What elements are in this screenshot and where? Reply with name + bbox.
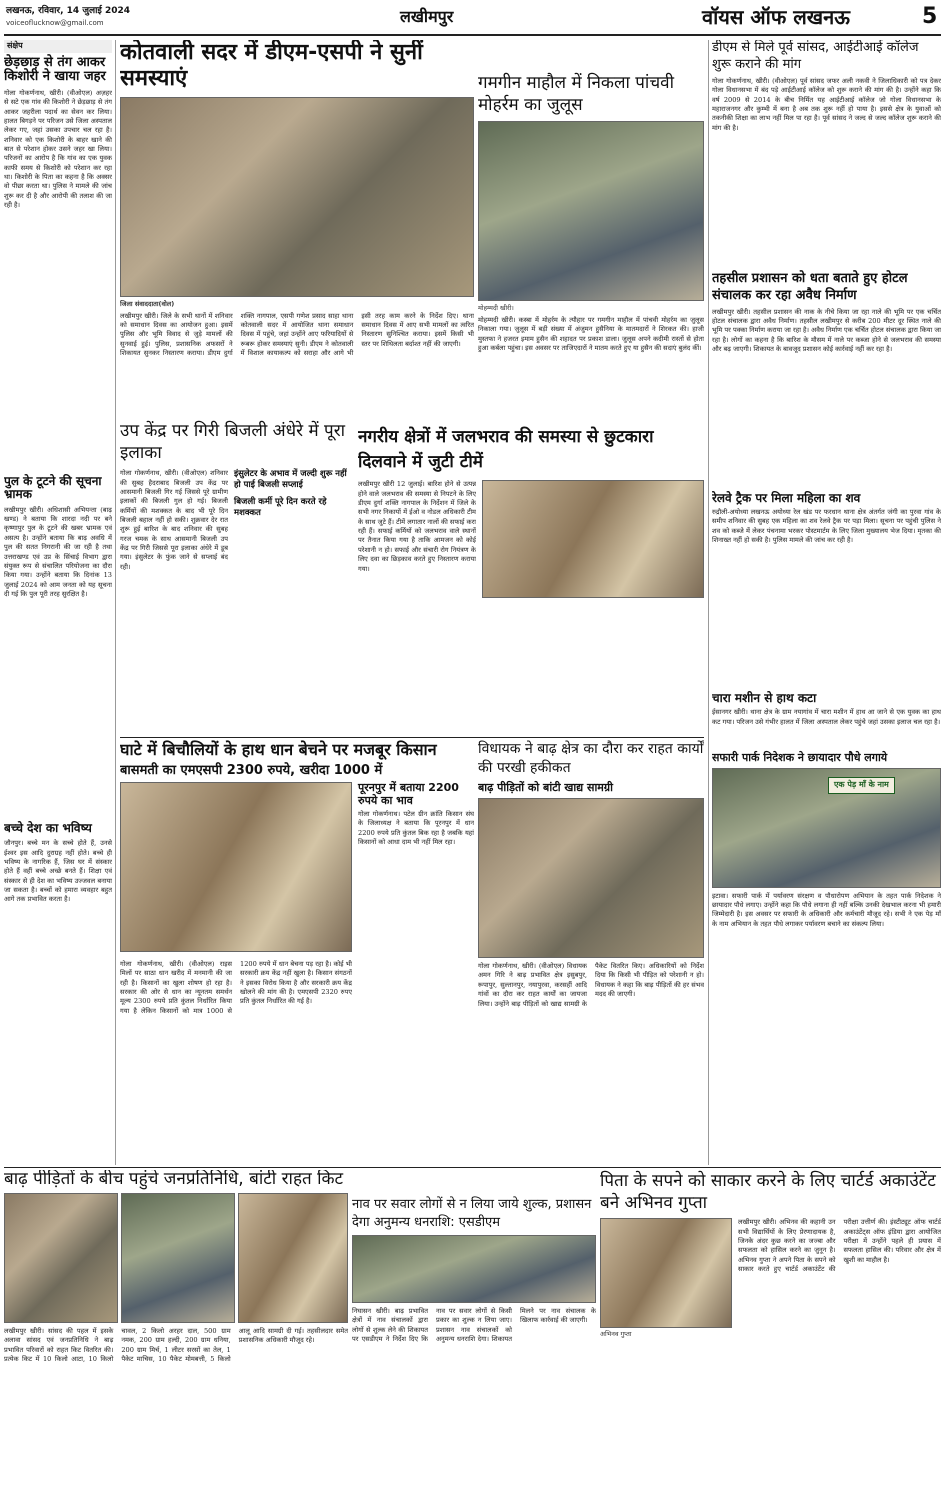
iti-body: गोला गोकर्णनाथ, खीरी। (वीओएल) पूर्व सांसद जफर अली नकवी ने जिलाधिकारी को पत्र देकर गोला विधानसभा में बंद पड़े आईटीआई कॉलेज को शुरू कराने की मांग की है। उन्होंने कहा कि वर्ष 2009 से 2014 के बीच निर्मित यह आईटीआई कॉलेज जो गोला विधानसभा के महाराजनगर और कुम्भी में बना है अब तक शुरू नहीं हो पाया है। इससे क्षेत्र के युवाओं को तकनीकी शिक्षा का लाभ नहीं मिल पा रहा है। पूर्व सांसद ने जल्द से जल्द कॉलेज शुरू कराने की मांग की है। xyxy=(712,76,941,132)
paddy-headline: घाटे में बिचौलियों के हाथ धान बेचने पर मजबूर किसान xyxy=(120,740,437,759)
muharram-body: मोहम्मदी खीरी। कस्बा में मोहर्रम के त्यौहार पर गमगीन माहौल में पांचवी मोहर्रम का जुलूस निकाला गया। जुलूस में बड़ी संख्या में अंजुमन हुसैनिया के मातमदारों ने शिरकत की। हाजी मुस्तफा ने हजरत इमाम हुसैन की शहादत पर प्रकाश डाला। जुलूस अपने कदीमी रास्तों से होता हुआ कर्बला पहुंचा। इस अवसर पर ताजिएदारों ने मातम करते हुए या हुसैन की सदाएं बुलंद कीं। xyxy=(478,315,704,353)
safari-photo xyxy=(712,768,941,888)
muharram-story xyxy=(478,72,704,422)
relief-photo-2 xyxy=(121,1193,235,1323)
waterlogging-photo xyxy=(482,480,704,598)
left-briefs xyxy=(4,40,112,1220)
purnpur-title: पूरनपुर में बताया 2200 रुपये का भाव xyxy=(358,781,459,807)
lead-photo xyxy=(120,97,474,297)
lead-story xyxy=(120,40,474,415)
relief-headline: बाढ़ पीड़ितों के बीच पहुंचे जनप्रतिनिधि, बांटी राहत किट xyxy=(4,1170,344,1189)
rail-headline: रेलवे ट्रैक पर मिला महिला का शव xyxy=(712,490,861,505)
masthead xyxy=(0,0,945,34)
relief-photo-3 xyxy=(238,1193,348,1323)
masthead-rule xyxy=(4,34,941,36)
muharram-headline: गमगीन माहौल में निकला पांचवी मोहर्रम का जुलूस xyxy=(478,73,674,116)
safari-banner: एक पेड़ माँ के नाम xyxy=(828,777,895,794)
ca-photo xyxy=(600,1218,732,1328)
lead-body: लखीमपुर खीरी। जिले के सभी थानों में शनिवार को समाधान दिवस का आयोजन हुआ। इसमें पुलिस और भूमि विवाद से जुड़े मामलों की सुनवाई हुई। पुलिस, प्रशासनिक अफसरों ने शिकायत सुनकर निस्तारण कराया। डीएम दुर्गा शक्ति नागपाल, एसपी गणेश प्रसाद साहा थाना कोतवाली सदर में आयोजित थाना समाधान दिवस में पहुंचे, जहां उन्होंने आए फरियादियों से रूबरू होकर समस्याएं सुनी। डीएम ने कोतवाली में विशाल कायाकल्प को सराहा और आगे भी इसी तरह काम करने के निर्देश दिए। थाना समाधान दिवस में आए सभी मामलों का त्वरित निस्तारण सुनिश्चित कराया। इसमें किसी भी स्तर पर शिथिलता बर्दाश्त नहीं की जाएगी। xyxy=(120,311,474,357)
muharram-photo xyxy=(478,121,704,301)
brief1-title: छेड़छाड़ से तंग आकर किशोरी ने खाया जहर xyxy=(4,54,106,85)
hotel-headline: तहसील प्रशासन को धता बताते हुए होटल संचालक कर रहा अवैध निर्माण xyxy=(712,270,908,303)
brief3-title: बच्चे देश का भविष्य xyxy=(4,820,92,835)
chara-body: ईसानगर खीरी। थाना क्षेत्र के ग्राम नयागांव में चारा मशीन में हाथ आ जाने से एक युवक का हाथ कट गया। परिजन उसे गंभीर हालत में जिला अस्पताल लेकर पहुंचे जहां उसका इलाज चल रहा है। xyxy=(712,708,941,726)
brief2-body: लखीमपुर खीरी। अधिशासी अभियन्ता (बाढ़ खण्ड) ने बताया कि शारदा नदी पर बने कृष्णापुर पुल के टूटने की खबर भ्रामक एवं असत्य है। उन्होंने बताया कि बाढ़ अवधि में पुल की सतत निगरानी की जा रही है तथा उत्तराखण्ड एवं उप्र के सिंचाई विभाग द्वारा संयुक्त रूप से संचालित परियोजना का दौरा किया गया। उन्होंने बताया कि दिनांक 13 जुलाई 2024 को आम जनता को यह सूचना दी गई कि पुल पूरी तरह सुरक्षित है। xyxy=(4,505,112,598)
lead-headline: कोतवाली सदर में डीएम-एसपी ने सुनीं समस्याएं xyxy=(120,40,423,92)
waterlogging-story xyxy=(358,425,704,735)
right-column xyxy=(712,40,941,1165)
purnpur-body: गोला गोकर्णनाथ। पटेल ग्रीन क्रांति किसान संघ के जिलाध्यक्ष ने बताया कि पूरनपुर में धान 2200 रुपये प्रति कुंतल बिक रहा है जबकि यहां किसानों को आधा दाम भी नहीं मिल रहा। xyxy=(358,809,474,847)
paddy-body: गोला गोकर्णनाथ, खीरी। (वीओएल) राइस मिलों पर साठा धान खरीद में मनमानी की जा रही है। किसानों का खुला शोषण हो रहा है। सरकार की ओर से धान का न्यूनतम समर्थन मूल्य 2300 रुपये प्रति कुंतल निर्धारित किया गया है लेकिन किसानों को मात्र 1000 से 1200 रुपये में धान बेचना पड़ रहा है। कोई भी सरकारी क्रय केंद्र नहीं खुला है। किसान संगठनों ने इसका विरोध किया है और सरकारी क्रय केंद्र खोलने की मांग की है। एमएसपी 2320 रुपए प्रति कुंतल निर्धारित की गई है। xyxy=(120,960,352,1015)
electricity-story xyxy=(120,420,352,735)
divider xyxy=(120,737,704,738)
boat-photo xyxy=(352,1235,596,1303)
flood-subhead: बाढ़ पीड़ितों को बांटी खाद्य सामग्री xyxy=(478,780,613,794)
relief-story xyxy=(4,1170,348,1496)
brief3-body: जौनपुर। बच्चे मन के सच्चे होते हैं, उनसे ईश्वर इस आदि दुराग्रह नहीं होते। बच्चे ही भविष्य के नागरिक हैं, जिस घर में संस्कार होते हैं वहीं बच्चे अच्छे बनते हैं। शिक्षा एवं संस्कार से ही देश का भविष्य उज्जवल बनाया जा सकता है। बच्चों को हमारा व्यवहार बहुत आगे तक प्रभावित करता है। xyxy=(4,839,112,904)
boat-headline: नाव पर सवार लोगों से न लिया जाये शुल्क, प्रशासन देगा अनुमन्य धनराशि: एसडीएम xyxy=(352,1197,592,1230)
section-title: लखीमपुर xyxy=(400,7,454,26)
iti-headline: डीएम से मिले पूर्व सांसद, आईटीआई कॉलेज शुरू कराने की मांग xyxy=(712,40,919,72)
paddy-subhead: बासमती का एमएसपी 2300 रुपये, खरीदा 1000 में xyxy=(120,762,383,778)
electricity-headline: उप केंद्र पर गिरी बिजली अंधेरे में पूरा इलाका xyxy=(120,421,346,464)
email[interactable]: voiceoflucknow@gmail.com xyxy=(6,19,104,27)
ca-headline: पिता के सपने को साकार करने के लिए चार्टर्ड अकाउंटेंट बने अभिनव गुप्ता xyxy=(600,1171,936,1214)
ca-story xyxy=(600,1170,941,1496)
brief2-title: पुल के टूटने की सूचना भ्रामक xyxy=(4,473,102,502)
relief-photo-1 xyxy=(4,1193,118,1323)
brief1-body: गोला गोकर्णनाथ, खीरी। (वीओएल) अज़हर से सटे एक गांव की किशोरी ने छेड़छाड़ से तंग आकर जहरीला पदार्थ का सेवन कर लिया। हालत बिगड़ने पर परिजन उसे जिला अस्पताल लेकर गए, जहां उसका उपचार चल रहा है। शनिवार को एक किशोरी के बाहर खाने की बात से परेशान होकर उसने जहर खा लिया। परिजनों का आरोप है कि गांव का एक युवक काफी समय से किशोरी को परेशान कर रहा था। किशोरी के पिता का कहना है कि अक्सर वो पीछा करता था। पुलिस ने मामले की जांच शुरू कर दी है और आरोपी की तलाश की जा रही है। xyxy=(4,88,112,210)
flood-photo xyxy=(478,798,704,958)
lead-credit: जिला संवाददाता(वोल) xyxy=(120,299,175,308)
paddy-story xyxy=(120,740,474,1165)
waterlogging-headline: नगरीय क्षेत्रों में जलभराव की समस्या से छुटकारा दिलवाने में जुटी टीमें xyxy=(358,427,654,472)
boat-body: निघासन खीरी। बाढ़ प्रभावित क्षेत्रों में नाव संचालकों द्वारा लोगों से शुल्क लेने की शिकायत पर एसडीएम ने निर्देश दिए कि नाव पर सवार लोगों से किसी प्रकार का शुल्क न लिया जाए। प्रशासन नाव संचालकों को अनुमन्य धनराशि देगा। शिकायत मिलने पर नाव संचालक के खिलाफ कार्रवाई की जाएगी। xyxy=(352,1307,596,1344)
boat-story xyxy=(352,1196,596,1496)
electricity-bullet-1: इंसुलेटर के अभाव में जल्दी शुरू नहीं हो पाई बिजली सप्लाई xyxy=(234,469,347,491)
rail-body: रुद्रौली-अयोध्या लखनऊ अयोध्या रेल खंड पर फरधान थाना क्षेत्र अंतर्गत जंगी का पुरवा गांव के समीप शनिवार की सुबह एक महिला का शव रेलवे ट्रैक पर पड़ा मिला। सूचना पर पहुंची पुलिस ने शव को कब्जे में लेकर पंचनामा भरकर पोस्टमार्टम के लिए जिला मुख्यालय भेज दिया। मृतका की शिनाख्त नहीं हो सकी है। पुलिस मामले की जांच कर रही है। xyxy=(712,508,941,545)
waterlogging-body: लखीमपुर खीरी 12 जुलाई। बारिश होने से उत्पन्न होने वाले जलभराव की समस्या से निपटने के लिए डीएम दुर्गा शक्ति नागपाल के निर्देशन में जिले के सभी नगर निकायों में ईओ व नोडल अधिकारी टीम के साथ जुटे हैं। टीमें लगातार नालों की सफाई करा रही हैं। सफाई कर्मियों को जलभराव वाले स्थानों पर तैनात किया गया है ताकि आमजन को कोई परेशानी न हो। सफाई और संचारी रोग नियंत्रण के लिए दवा का छिड़काव करते हुए निस्तारण कराया गया। xyxy=(358,480,476,573)
flood-story xyxy=(478,740,704,1165)
muharram-caption: मोहम्मदी खीरी। xyxy=(478,304,514,313)
safari-headline: सफारी पार्क निदेशक ने छायादार पौधे लगाये xyxy=(712,751,888,765)
ca-body: लखीमपुर खीरी। अभिनव की कहानी उन सभी विद्यार्थियों के लिए प्रेरणादायक है, जिनके अंदर कुछ करने का जज्बा और सफलता को हासिल करने का जुनून है। अभिनव गुप्ता ने अपने पिता के सपने को साकार करते हुए चार्टर्ड अकाउंटेंट की परीक्षा उत्तीर्ण की। इंस्टीट्यूट ऑफ चार्टर्ड अकाउंटेंट्स ऑफ इंडिया द्वारा आयोजित परीक्षा में उन्होंने पहले ही प्रयास में सफलता हासिल की। परिवार और क्षेत्र में खुशी का माहौल है। xyxy=(738,1218,941,1273)
dateline: लखनऊ, रविवार, 14 जुलाई 2024 xyxy=(6,6,131,16)
electricity-body: गोला गोकर्णनाथ, खीरी। (वीओएल) शनिवार की सुबह हैदराबाद बिजली उप केंद्र पर आसमानी बिजली गिर गई जिससे पूरे ग्रामीण इलाकों की बिजली गुल हो गई। बिजली कर्मियों की मशक्कत के बाद भी पूरे दिन बिजली बहाल नहीं हो सकी। शुक्रवार देर रात शुरू हुई बारिश के बाद शनिवार की सुबह गरज चमक के साथ आसमानी बिजली उप केंद्र पर गिरी जिससे पूरा इलाका अंधेरे में डूब गया। इंसुलेटर के फुंक जाने से सप्लाई बंद रही। xyxy=(120,469,228,571)
flood-headline: विधायक ने बाढ़ क्षेत्र का दौरा कर राहत कार्यों की परखी हकीकत xyxy=(478,741,704,776)
hotel-body: लखीमपुर खीरी। तहसील प्रशासन की नाक के नीचे किया जा रहा नाले की भूमि पर एक चर्चित होटल संचालक द्वारा अवैध निर्माण। तहसील लखीमपुर से करीब 200 मीटर दूर स्थित नाले की भूमि पर पक्का निर्माण कराया जा रहा है। अवैध निर्माण एक चर्चित होटल संचालक द्वारा किया जा रहा है। लोगों का कहना है कि बारिश के मौसम में नाले पर कब्जा होने से जलभराव की समस्या और बढ़ जाएगी। शिकायत के बावजूद प्रशासन कोई कार्रवाई नहीं कर रहा है। xyxy=(712,307,941,353)
chara-headline: चारा मशीन से हाथ कटा xyxy=(712,691,817,705)
divider xyxy=(4,1167,941,1168)
paper-name: वॉयस ऑफ लखनऊ xyxy=(702,5,850,29)
safari-body: इटावा। सफारी पार्क में पर्यावरण संरक्षण व पौधारोपण अभियान के तहत पार्क निदेशक ने छायादार पौधे लगाए। उन्होंने कहा कि पौधे लगाना ही नहीं बल्कि उनकी देखभाल करना भी हमारी जिम्मेदारी है। इस अवसर पर सफारी के अधिकारी और कर्मचारी मौजूद रहे। सभी ने एक पेड़ माँ के नाम अभियान के तहत पौधे लगाकर पर्यावरण बचाने का संकल्प लिया। xyxy=(712,891,941,928)
page-number: 5 xyxy=(922,4,938,29)
brief-label: संक्षेप xyxy=(4,40,112,53)
divider xyxy=(115,40,116,1165)
relief-body: लखीमपुर खीरी। सांसद की पहल में इसके अलावा सांसद एवं जनप्रतिनिधि ने बाढ़ प्रभावित परिवारों को राहत किट वितरित की। प्रत्येक किट में 10 किलो आटा, 10 किलो चावल, 2 किलो अरहर दाल, 500 ग्राम नमक, 200 ग्राम हल्दी, 200 ग्राम धनिया, 200 ग्राम मिर्च, 1 लीटर सरसों का तेल, 1 पैकेट माचिस, 10 पैकेट मोमबत्ती, 5 किलो आलू आदि सामग्री दी गई। तहसीलदार समेत प्रशासनिक अधिकारी मौजूद रहे। xyxy=(4,1327,348,1364)
electricity-bullet-2: बिजली कर्मी पूरे दिन करते रहे मशक्कत xyxy=(234,497,327,519)
divider xyxy=(708,40,709,1165)
ca-caption: अभिनव गुप्ता xyxy=(600,1330,632,1339)
flood-body: गोला गोकर्णनाथ, खीरी। (वीओएल) विधायक अमन गिरि ने बाढ़ प्रभावित क्षेत्र इसुबपुर, रूपापुर, सुल्तानपुर, नयापुरवा, करसहीं आदि गांवों का दौरा कर राहत कार्यों का जायजा लिया। उन्होंने बाढ़ पीड़ितों को खाद्य सामग्री के पैकेट वितरित किए। अधिकारियों को निर्देश दिया कि किसी भी पीड़ित को परेशानी न हो। विधायक ने कहा कि बाढ़ पीड़ितों की हर संभव मदद की जाएगी। xyxy=(478,962,704,1008)
paddy-photo xyxy=(120,782,352,952)
